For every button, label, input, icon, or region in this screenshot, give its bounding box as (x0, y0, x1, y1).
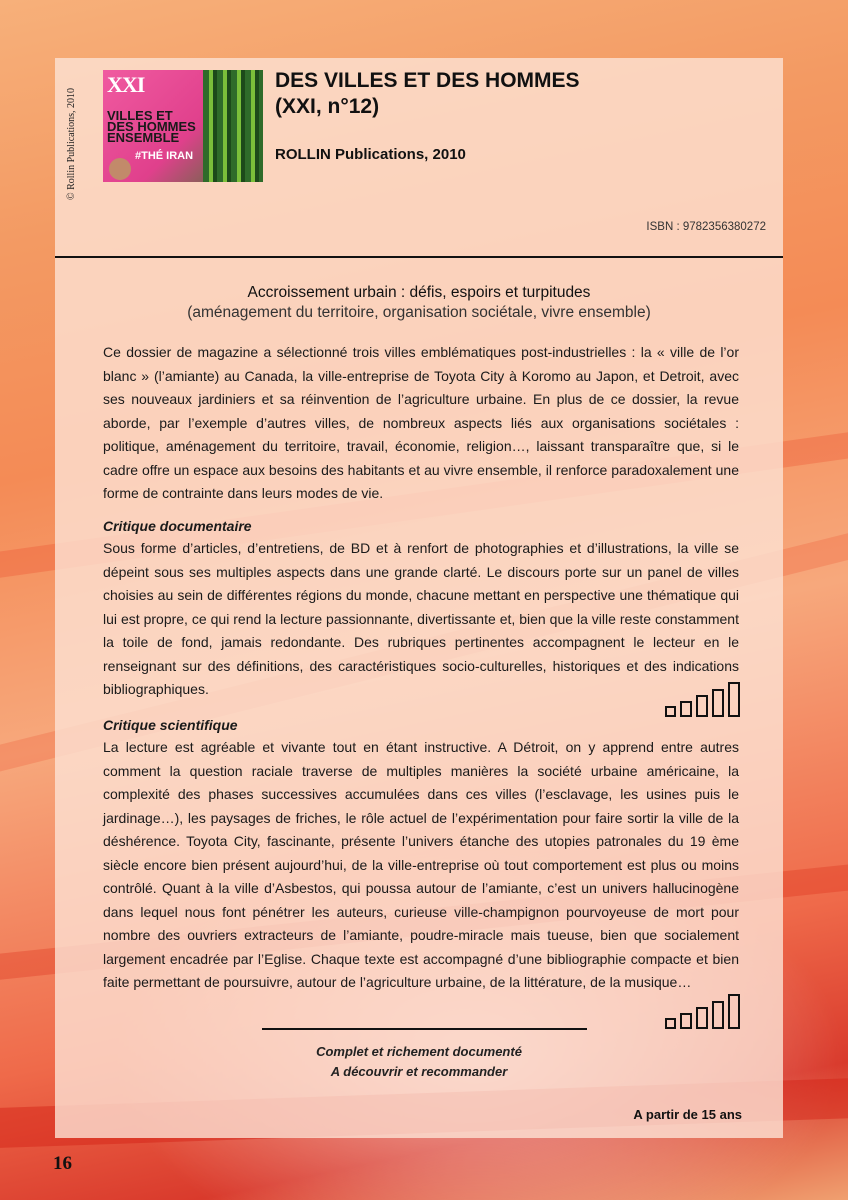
verdict-line2: A découvrir et recommander (330, 1064, 508, 1079)
summary-paragraph: Ce dossier de magazine a sélectionné trois villes emblématiques post-industrielles : la « ville de l’or blanc » (l’amiante) au Canada, la ville-entreprise de Toyota City à Koromo au Japon, et Detroit, avec ses nouveaux jardiniers et sa réinvention de l’agriculture urbaine. En plus de ce dossier, la revue aborde, par l’exemple d’autres villes, de nombreux aspects liés aux organisations sociétales : politique, aménagement du territoire, travail, économie, religion…, laissant transparaître que, si le cadre offre un espace aux besoins des habitants et au vivre ensemble, il renforce paradoxalement une forme de contrainte dans leurs modes de vie. (103, 344, 739, 501)
critique-scientifique-heading: Critique scientifique (103, 717, 238, 733)
rating-bars-icon (665, 681, 741, 717)
critique-documentaire-text: Sous forme d’articles, d’entretiens, de BD et à renfort de photographies et d’illustrations, la ville se dépeint sous ses multiples aspects dans une grande clarté. Le discours porte sur un panel de villes choisies au sein de différentes régions du monde, chacune mettant en perspective une thématique qui lui est propre, ce qui rend la lecture passionnante, divertissante et, bien que la ville reste constamment la toile de fond, jamais redondante. Des rubriques pertinentes accompagnent le lecteur en le renseignant sur des définitions, des caractéristiques socio-culturelles, historiques et des indications bibliographiques. (103, 540, 739, 697)
book-title-line1: DES VILLES ET DES HOMMES (275, 69, 580, 92)
cover-artwork (203, 70, 263, 182)
copyright-notice (66, 186, 206, 200)
book-title-line2: (XXI, n°12) (275, 95, 380, 118)
rating-bars-icon (665, 993, 741, 1029)
header-divider (55, 256, 783, 258)
critique-documentaire-heading: Critique documentaire (103, 518, 252, 534)
page-number: 16 (53, 1153, 72, 1174)
magazine-cover-thumbnail (103, 70, 263, 182)
cover-headline: VILLES ET DES HOMMES ENSEMBLE (107, 108, 196, 145)
verdict-divider (262, 1028, 587, 1030)
cover-tagline: #THÉ IRAN (135, 150, 194, 162)
critique-scientifique-text: La lecture est agréable et vivante tout en étant instructive. A Détroit, on y apprend entre autres comment la question raciale traverse de multiples manières la société urbaine américaine, la complexité des phases successives accumulées dans ces villes (l’esclavage, les usines puis le jardinage…), les paysages de friches, le rôle actuel de l’expérimentation pour faire sortir la ville de la déshérence. Toyota City, fascinante, présente l’univers étanche des utopies patronales du 19 ème siècle encore bien présent aujourd’hui, de la ville-entreprise où tout comportement est plus ou moins contrôlé. Quant à la ville d’Asbestos, qui poussa autour de l’amiante, c’est un univers hallucinogène dans lequel nous font pénétrer les auteurs, curieuse ville-champignon pourvoyeuse de mort pour nombre des ouvriers extracteurs de l’amiante, poudre-miracle mais tueuse, bien que socialement largement encadrée par l’Eglise. Chaque texte est accompagné d’une bibliographie compacte et bien faite permettant de poursuivre, autour de l’agriculture urbaine, de la littérature, de la musique… (103, 739, 739, 990)
section-title: Accroissement urbain : défis, espoirs et turpitudes (247, 284, 591, 301)
verdict-line1: Complet et richement documenté (316, 1044, 522, 1059)
publisher-line: ROLLIN Publications, 2010 (275, 146, 466, 163)
section-subtitle: (aménagement du territoire, organisation sociétale, vivre ensemble) (187, 304, 651, 321)
cover-portrait (109, 158, 131, 180)
cover-logo: XXI (107, 72, 145, 97)
book-title (275, 68, 580, 120)
isbn: ISBN : 9782356380272 (646, 221, 766, 233)
age-recommendation: A partir de 15 ans (633, 1107, 742, 1122)
